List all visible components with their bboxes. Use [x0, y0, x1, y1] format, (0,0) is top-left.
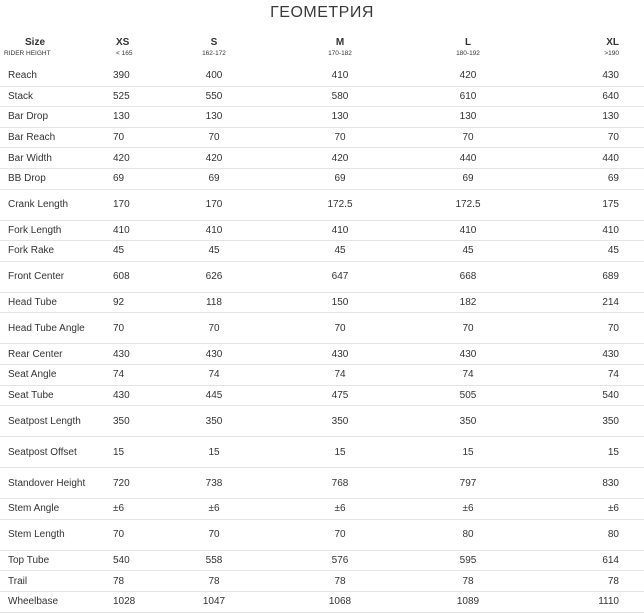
row-value: 640: [532, 86, 644, 107]
row-value: 118: [152, 292, 276, 313]
row-value: 74: [532, 364, 644, 385]
row-value: 440: [532, 148, 644, 169]
row-value: 410: [152, 220, 276, 241]
geometry-table: [0, 36, 644, 613]
row-value: 74: [404, 364, 532, 385]
row-value: 130: [532, 107, 644, 128]
row-label: Front Center: [0, 261, 100, 292]
row-value: 558: [152, 550, 276, 571]
table-row: [0, 189, 644, 220]
row-value: 70: [532, 127, 644, 148]
row-value: 689: [532, 261, 644, 292]
header-size-m: [276, 36, 404, 66]
row-value: 350: [404, 406, 532, 437]
row-value: 70: [276, 127, 404, 148]
row-label: Stem Angle: [0, 499, 100, 520]
table-row: [0, 220, 644, 241]
row-value: 505: [404, 385, 532, 406]
row-value: 580: [276, 86, 404, 107]
row-value: 130: [100, 107, 152, 128]
row-label: Fork Length: [0, 220, 100, 241]
table-row: [0, 591, 644, 612]
row-label: Head Tube: [0, 292, 100, 313]
row-value: 440: [404, 148, 532, 169]
row-value: 78: [404, 571, 532, 592]
row-value: 80: [532, 519, 644, 550]
row-value: 172.5: [404, 189, 532, 220]
row-label: Stack: [0, 86, 100, 107]
row-value: 420: [152, 148, 276, 169]
row-label: Bar Reach: [0, 127, 100, 148]
size-name: XS: [116, 37, 130, 48]
table-header-row: [0, 36, 644, 66]
size-rider-height: 170-182: [328, 50, 352, 57]
row-value: 172.5: [276, 189, 404, 220]
header-size-xl: [532, 36, 644, 66]
row-value: 150: [276, 292, 404, 313]
row-label: Wheelbase: [0, 591, 100, 612]
header-size-xs: [100, 36, 152, 66]
row-value: 430: [152, 344, 276, 365]
table-row: [0, 241, 644, 262]
row-value: 430: [100, 344, 152, 365]
table-row: [0, 127, 644, 148]
row-value: 610: [404, 86, 532, 107]
row-value: 70: [100, 127, 152, 148]
row-value: 475: [276, 385, 404, 406]
row-value: 74: [152, 364, 276, 385]
page-title: ГЕОМЕТРИЯ: [270, 4, 374, 21]
row-value: 410: [532, 220, 644, 241]
row-value: 608: [100, 261, 152, 292]
row-value: 350: [152, 406, 276, 437]
row-value: 738: [152, 468, 276, 499]
table-row: [0, 571, 644, 592]
row-value: 45: [404, 241, 532, 262]
table-row: [0, 406, 644, 437]
table-row: [0, 519, 644, 550]
row-value: 430: [100, 385, 152, 406]
row-value: 410: [276, 220, 404, 241]
table-row: [0, 364, 644, 385]
row-value: 626: [152, 261, 276, 292]
row-value: 410: [276, 66, 404, 86]
row-value: 70: [152, 313, 276, 344]
row-value: 720: [100, 468, 152, 499]
row-value: 525: [100, 86, 152, 107]
row-value: 410: [404, 220, 532, 241]
row-value: 78: [532, 571, 644, 592]
size-rider-height: 162-172: [202, 50, 226, 57]
row-value: 69: [404, 168, 532, 189]
row-value: 430: [404, 344, 532, 365]
row-value: 92: [100, 292, 152, 313]
row-value: 45: [532, 241, 644, 262]
row-value: 78: [152, 571, 276, 592]
row-label: Bar Drop: [0, 107, 100, 128]
row-value: 80: [404, 519, 532, 550]
row-value: 410: [100, 220, 152, 241]
row-value: 430: [276, 344, 404, 365]
row-value: 74: [276, 364, 404, 385]
row-value: 647: [276, 261, 404, 292]
row-label: Bar Width: [0, 148, 100, 169]
row-value: ±6: [276, 499, 404, 520]
row-value: 550: [152, 86, 276, 107]
size-rider-height: < 165: [116, 50, 133, 57]
row-value: 214: [532, 292, 644, 313]
row-value: 170: [100, 189, 152, 220]
row-label: Rear Center: [0, 344, 100, 365]
table-row: [0, 344, 644, 365]
row-value: 15: [404, 437, 532, 468]
size-rider-height: 180-192: [456, 50, 480, 57]
header-size-l: [404, 36, 532, 66]
table-row: [0, 499, 644, 520]
row-value: 1110: [532, 591, 644, 612]
table-row: [0, 148, 644, 169]
row-label: BB Drop: [0, 168, 100, 189]
row-label: Seat Angle: [0, 364, 100, 385]
row-value: 430: [532, 344, 644, 365]
table-row: [0, 385, 644, 406]
row-value: 78: [276, 571, 404, 592]
table-row: [0, 313, 644, 344]
row-value: 350: [276, 406, 404, 437]
row-value: 130: [276, 107, 404, 128]
row-value: 1089: [404, 591, 532, 612]
row-value: 74: [100, 364, 152, 385]
table-row: [0, 550, 644, 571]
header-size-cell: [0, 36, 100, 66]
row-label: Stem Length: [0, 519, 100, 550]
row-value: 614: [532, 550, 644, 571]
row-value: ±6: [404, 499, 532, 520]
row-value: 78: [100, 571, 152, 592]
row-label: Top Tube: [0, 550, 100, 571]
table-row: [0, 66, 644, 86]
table-row: [0, 86, 644, 107]
row-value: 69: [100, 168, 152, 189]
row-value: 130: [404, 107, 532, 128]
table-row: [0, 168, 644, 189]
row-value: 400: [152, 66, 276, 86]
row-value: 1028: [100, 591, 152, 612]
size-rider-height: >190: [604, 50, 619, 57]
row-label: Trail: [0, 571, 100, 592]
row-value: 70: [276, 313, 404, 344]
table-row: [0, 107, 644, 128]
row-value: 540: [100, 550, 152, 571]
row-value: 15: [152, 437, 276, 468]
row-value: 69: [276, 168, 404, 189]
row-label: Head Tube Angle: [0, 313, 100, 344]
header-size-s: [152, 36, 276, 66]
table-row: [0, 261, 644, 292]
row-value: 15: [100, 437, 152, 468]
table-row: [0, 468, 644, 499]
header-rider-height-label: RIDER HEIGHT: [4, 50, 51, 57]
size-name: M: [335, 37, 345, 48]
row-value: 540: [532, 385, 644, 406]
row-label: Standover Height: [0, 468, 100, 499]
row-value: 830: [532, 468, 644, 499]
size-name: S: [210, 37, 218, 48]
row-label: Seat Tube: [0, 385, 100, 406]
row-value: 45: [276, 241, 404, 262]
row-value: 70: [152, 519, 276, 550]
row-label: Fork Rake: [0, 241, 100, 262]
row-value: 182: [404, 292, 532, 313]
row-value: 70: [276, 519, 404, 550]
row-value: 768: [276, 468, 404, 499]
row-label: Seatpost Offset: [0, 437, 100, 468]
row-value: 350: [100, 406, 152, 437]
row-value: 430: [532, 66, 644, 86]
row-value: 1047: [152, 591, 276, 612]
row-value: 70: [404, 313, 532, 344]
row-value: 445: [152, 385, 276, 406]
row-value: 170: [152, 189, 276, 220]
row-value: 576: [276, 550, 404, 571]
row-value: 70: [152, 127, 276, 148]
row-value: 45: [152, 241, 276, 262]
row-value: 45: [100, 241, 152, 262]
row-value: 420: [404, 66, 532, 86]
row-value: 69: [152, 168, 276, 189]
row-value: 1068: [276, 591, 404, 612]
row-value: 69: [532, 168, 644, 189]
size-name: L: [464, 37, 472, 48]
table-row: [0, 437, 644, 468]
row-value: 15: [276, 437, 404, 468]
row-value: 668: [404, 261, 532, 292]
row-value: 15: [532, 437, 644, 468]
row-label: Seatpost Length: [0, 406, 100, 437]
size-name: XL: [606, 37, 619, 48]
row-value: 70: [404, 127, 532, 148]
row-value: 390: [100, 66, 152, 86]
row-value: ±6: [152, 499, 276, 520]
row-value: 70: [100, 313, 152, 344]
row-value: 70: [100, 519, 152, 550]
row-label: Reach: [0, 66, 100, 86]
table-row: [0, 292, 644, 313]
row-value: 130: [152, 107, 276, 128]
header-size-label: Size: [25, 37, 46, 48]
row-value: ±6: [100, 499, 152, 520]
row-value: 797: [404, 468, 532, 499]
row-value: 70: [532, 313, 644, 344]
row-value: 350: [532, 406, 644, 437]
row-value: 420: [276, 148, 404, 169]
row-value: 420: [100, 148, 152, 169]
row-value: ±6: [532, 499, 644, 520]
row-value: 175: [532, 189, 644, 220]
row-value: 595: [404, 550, 532, 571]
row-label: Crank Length: [0, 189, 100, 220]
